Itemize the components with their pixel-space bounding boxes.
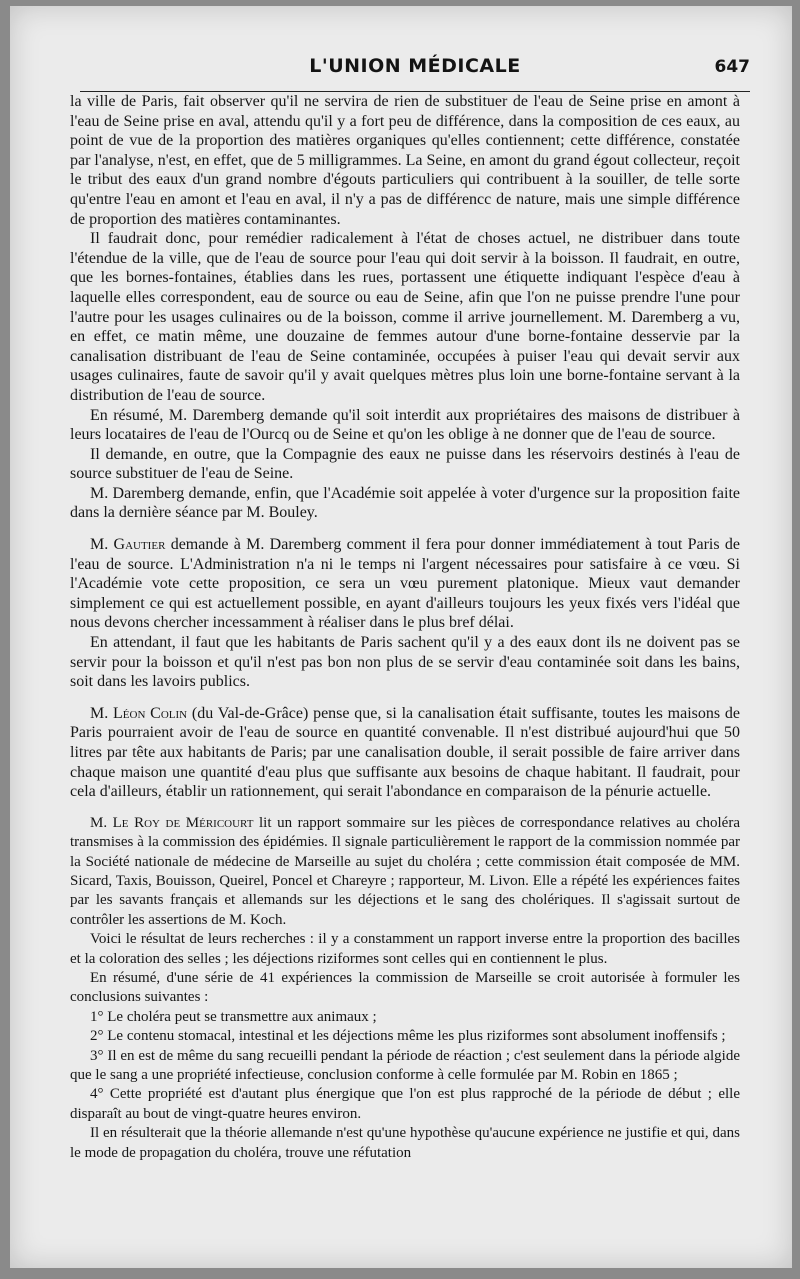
speaker-name: M. Le Roy de Méricourt xyxy=(90,814,254,831)
paragraph-4: Il demande, en outre, que la Compagnie des eaux ne puisse dans les réservoirs destinés à l'eau de source substituer de l'eau de Seine. xyxy=(70,445,740,483)
paragraph-mericourt: M. Le Roy de Méricourt lit un rapport sommaire sur les pièces de correspondance relatives au choléra transmises à la commission des épidémies. Il signale particulièrement le rapport de la commission nommée par la Société nationale de médecine de Marseille au sujet du choléra ; cette commission était composée de MM. Sicard, Taxis, Bouisson, Queirel, Poncel et Chareyre ; rapporteur, M. Livon. Elle a répété les expériences faites par les savants français et allemands sur les déjections et le sang des cholériques. Il s'agissait surtout de contrôler les assertions de M. Koch. xyxy=(70,814,740,928)
paragraph-2: Il faudrait donc, pour remédier radicalement à l'état de choses actuel, ne distribuer dans toute l'étendue de la ville, que de l'eau de source pour l'eau qui doit servir à la boisson. Il faudrait, en outre, que les bornes-fontaines, établies dans les rues, portassent une étiquette indiquant l'espèce d'eau à laquelle elles correspondent, eau de source ou eau de Seine, afin que l'on ne puisse prendre l'une pour l'autre pour les usages culinaires ou de la boisson, comme il arrive journellement. M. Daremberg a vu, en effet, ce matin même, une douzaine de femmes autour d'une borne-fontaine desservie par la canalisation distribuant de l'eau de Seine contaminée, occupées à puiser l'eau qui devait servir aux usages culinaires, faute de savoir qu'il y avait quelques mètres plus loin une borne-fontaine servant à la distribution de l'eau de source. xyxy=(70,230,740,404)
paragraph-colin: M. Léon Colin (du Val-de-Grâce) pense que, si la canalisation était suffisante, toutes les maisons de Paris pourraient avoir de l'eau de source en quantité convenable. Il n'est distribué aujourd'hui que 50 litres par tête aux habitants de Paris; par une canalisation double, il serait possible de faire arriver dans chaque maison une quantité d'eau plus que suffisante aux besoins de chaque habitant. Il faudrait, pour cela d'ailleurs, établir un rationnement, qui serait l'abondance en comparaison de la pénurie actuelle. xyxy=(70,704,740,801)
running-header xyxy=(80,51,750,92)
journal-title: L'UNION MÉDICALE xyxy=(309,55,521,77)
conclusion-4: 4° Cette propriété est d'autant plus énergique que l'on est plus rapproché de la période de début ; elle disparaît au bout de vingt-quatre heures environ. xyxy=(70,1086,740,1122)
paragraph-1: la ville de Paris, fait observer qu'il ne servira de rien de substituer de l'eau de Seine prise en amont à l'eau de Seine prise en aval, attendu qu'il y a fort peu de différence, dans la composition de ces eaux, au point de vue de la proportion des matières organiques qu'elles contiennent; cette différence, constatée par l'analyse, n'est, en effet, que de 5 milligrammes. La Seine, en amont du grand égout collecteur, reçoit le tribut des eaux d'un grand nombre d'égouts particuliers qui contribuent à la souiller, de telle sorte qu'entre l'eau en amont et l'eau en aval, il n'y a pas de différencc de nature, mais une simple différence de proportion des matières contaminantes. xyxy=(70,93,740,228)
cholera-report-section xyxy=(70,814,740,1163)
paragraph-10: Voici le résultat de leurs recherches : il y a constamment un rapport inverse entre la proportion des bacilles et la coloration des selles ; les déjections riziformes sont celles qui en contiennent le plus. xyxy=(70,931,740,967)
paragraph-gautier: M. Gautier demande à M. Daremberg comment il fera pour donner immédiatement à tout Paris de l'eau de source. L'Administration n'a ni le temps ni l'argent nécessaires pour satisfaire à ce vœu. Si l'Académie vote cette proposition, ce sera un vœu purement platonique. Mieux vaut demander simplement ce qui est actuellement possible, en ayant d'ailleurs toujours les yeux fixés vers l'idéal que nous devons chercher incessamment à réaliser dans le plus bref délai. xyxy=(70,536,740,632)
paragraph-16: Il en résulterait que la théorie allemande n'est qu'une hypothèse qu'aucune expérience ne justifie et qui, dans le mode de propagation du choléra, trouve une réfutation xyxy=(70,1125,740,1161)
speaker-name: M. Léon Colin xyxy=(90,704,188,722)
article-body xyxy=(70,92,740,1163)
page-number: 647 xyxy=(714,57,750,77)
paragraph-11: En résumé, d'une série de 41 expériences la commission de Marseille se croit autorisée à formuler les conclusions suivantes : xyxy=(70,970,740,1006)
conclusion-2: 2° Le contenu stomacal, intestinal et les déjections même les plus riziformes sont absolument inoffensifs ; xyxy=(90,1028,726,1045)
conclusion-1: 1° Le choléra peut se transmettre aux animaux ; xyxy=(90,1008,377,1025)
paragraph-5: M. Daremberg demande, enfin, que l'Académie soit appelée à voter d'urgence sur la proposition faite dans la dernière séance par M. Bouley. xyxy=(70,484,740,522)
speaker-name: M. Gautier xyxy=(90,536,166,554)
paragraph-3: En résumé, M. Daremberg demande qu'il soit interdit aux propriétaires des maisons de distribuer à leurs locataires de l'eau de l'Ourcq ou de Seine et qu'on les oblige à ne donner que de l'eau de source. xyxy=(70,406,740,444)
paragraph-7: En attendant, il faut que les habitants de Paris sachent qu'il y a des eaux dont ils ne doivent pas se servir pour la boisson et qu'il n'est pas bon non plus de se servir d'eau contaminée soit dans les bains, soit dans les lavoirs publics. xyxy=(70,634,740,691)
conclusion-3: 3° Il en est de même du sang recueilli pendant la période de réaction ; c'est seulement dans la période algide que le sang a une propriété infectieuse, conclusion conforme à celle formulée par M. Robin en 1865 ; xyxy=(70,1047,740,1084)
